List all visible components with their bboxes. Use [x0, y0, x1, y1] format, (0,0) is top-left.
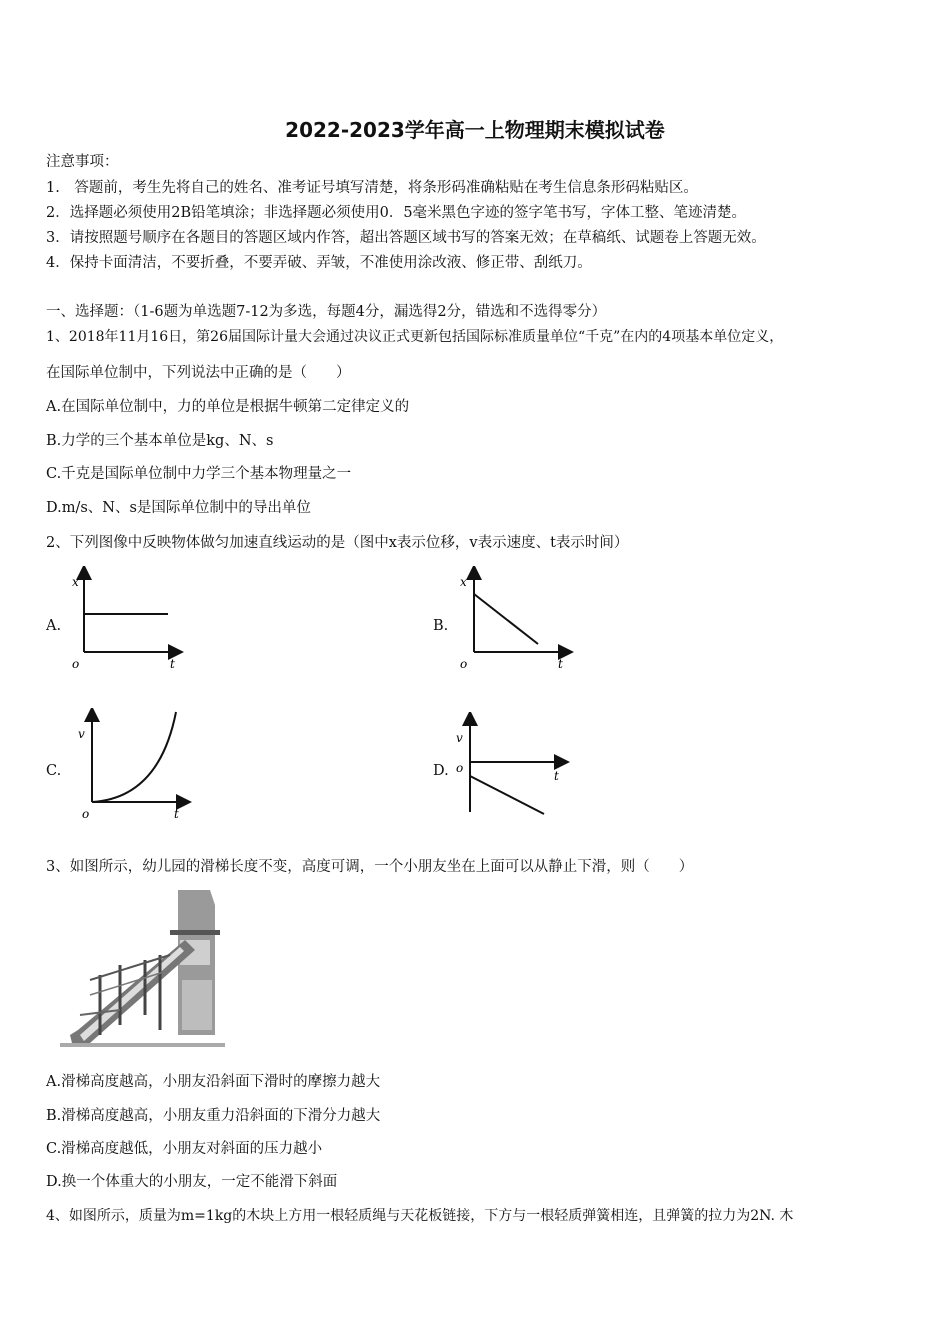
graph-d-label: D. [433, 763, 449, 779]
graph-d-y-label: v [456, 731, 463, 745]
notice-item: 4．保持卡面清洁，不要折叠，不要弄破、弄皱，不准使用涂改液、修正带、刮纸刀。 [46, 255, 592, 271]
graph-a-origin: o [72, 657, 80, 671]
q3-option-d: D.换一个体重大的小朋友，一定不能滑下斜面 [46, 1174, 338, 1190]
q1-option-a: A.在国际单位制中，力的单位是根据牛顿第二定律定义的 [46, 399, 410, 415]
graph-b-origin: o [460, 657, 468, 671]
q1-option-c: C.千克是国际单位制中力学三个基本物理量之一 [46, 466, 352, 482]
graph-a [66, 566, 186, 674]
graph-b-label: B. [433, 618, 449, 634]
notice-heading: 注意事项： [46, 154, 119, 170]
exam-title: 2022-2023学年高一上物理期末模拟试卷 [285, 118, 665, 142]
graph-b-y-label: x [460, 575, 467, 589]
q3-stem: 3、如图所示，幼儿园的滑梯长度不变，高度可调，一个小朋友坐在上面可以从静止下滑，则（ ） [46, 859, 694, 875]
graph-c-x-label: t [174, 807, 179, 821]
graph-c [74, 708, 194, 822]
q1-option-b: B.力学的三个基本单位是kg、N、s [46, 433, 274, 449]
slide-photo [60, 885, 225, 1050]
graph-d-origin: o [456, 761, 464, 775]
notice-item: 3．请按照题号顺序在各题目的答题区域内作答，超出答题区域书写的答案无效；在草稿纸、试题卷上答题无效。 [46, 230, 766, 246]
graph-a-x-label: t [170, 657, 175, 671]
notice-item: 2．选择题必须使用2B铅笔填涂；非选择题必须使用0．5毫米黑色字迹的签字笔书写，字体工整、笔迹清楚。 [46, 205, 747, 221]
q3-option-c: C.滑梯高度越低，小朋友对斜面的压力越小 [46, 1141, 323, 1157]
graph-c-y-label: v [78, 727, 85, 741]
notice-item: 1. 答题前，考生先将自己的姓名、准考证号填写清楚，将条形码准确粘贴在考生信息条形码粘贴区。 [46, 180, 698, 196]
q1-stem-cont: 在国际单位制中，下列说法中正确的是（ ） [46, 365, 351, 381]
section-heading: 一、选择题：（1-6题为单选题7-12为多选，每题4分，漏选得2分，错选和不选得零分） [46, 304, 607, 320]
graph-c-label: C. [46, 763, 62, 779]
q3-option-a: A.滑梯高度越高，小朋友沿斜面下滑时的摩擦力越大 [46, 1074, 381, 1090]
graph-a-y-label: x [72, 575, 79, 589]
q1-option-d: D.m/s、N、s是国际单位制中的导出单位 [46, 500, 311, 516]
graph-d-x-label: t [554, 769, 559, 783]
graph-b-x-label: t [558, 657, 563, 671]
q3-option-b: B.滑梯高度越高，小朋友重力沿斜面的下滑分力越大 [46, 1108, 381, 1124]
graph-b [456, 566, 576, 674]
graph-a-label: A. [46, 618, 62, 634]
q2-stem: 2、下列图像中反映物体做匀加速直线运动的是（图中x表示位移，v表示速度、t表示时间） [46, 535, 629, 551]
graph-c-origin: o [82, 807, 90, 821]
q4-stem: 4、如图所示，质量为m=1kg的木块上方用一根轻质绳与天花板链接，下方与一根轻质弹簧相连，且弹簧的拉力为2N. 木 [46, 1208, 794, 1224]
q1-stem: 1、2018年11月16日，第26届国际计量大会通过决议正式更新包括国际标准质量单位“千克”在内的4项基本单位定义， [46, 329, 784, 345]
graph-d [452, 712, 572, 820]
